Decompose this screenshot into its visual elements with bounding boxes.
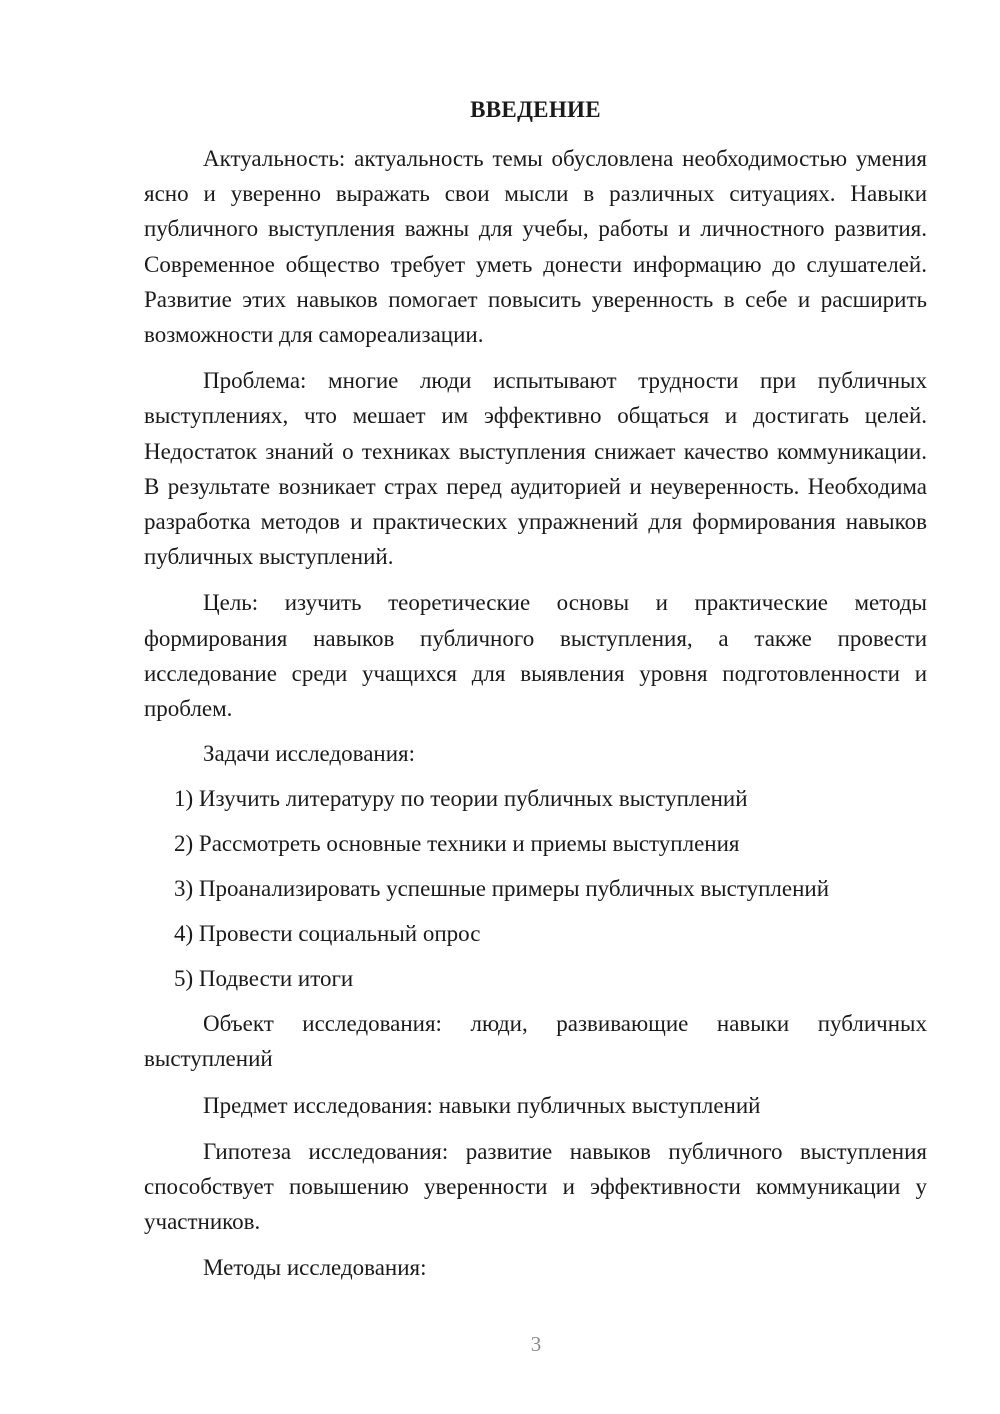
object-paragraph: Объект исследования: люди, развивающие навыки публичных выступлений <box>144 1011 927 1072</box>
tasks-heading: Задачи исследования: <box>203 741 416 767</box>
goal-paragraph: Цель: изучить теоретические основы и практические методы формирования навыков публичного выступления, а также провести исследование среди учащихся для выявления уровня подготовленности и проблем. <box>144 590 927 722</box>
hypothesis-paragraph: Гипотеза исследования: развитие навыков публичного выступления способствует повышению уверенности и эффективности коммуникации у участников. <box>144 1138 927 1235</box>
list-item: 3) Проанализировать успешные примеры публичных выступлений <box>174 876 830 902</box>
subject-paragraph: Предмет исследования: навыки публичных выступлений <box>203 1092 761 1118</box>
list-item: 4) Провести социальный опрос <box>174 921 481 947</box>
section-heading: ВВЕДЕНИЕ <box>470 97 601 122</box>
tasks-list <box>144 781 927 996</box>
problem-paragraph: Проблема: многие люди испытывают трудности при публичных выступлениях, что мешает им эффективно общаться и достигать целей. Недостаток знаний о техниках выступления снижает качество коммуникации. В результате возникает страх перед аудиторией и неуверенность. Необходима разработка методов и практических упражнений для формирования навыков публичных выступлений. <box>144 368 927 570</box>
list-item: 2) Рассмотреть основные техники и приемы выступления <box>174 831 740 857</box>
page-content <box>144 92 927 1286</box>
list-item: 5) Подвести итоги <box>174 966 354 992</box>
page-number: 3 <box>530 1332 542 1356</box>
methods-heading: Методы исследования: <box>203 1255 427 1281</box>
list-item: 1) Изучить литературу по теории публичных выступлений <box>174 786 748 812</box>
relevance-paragraph: Актуальность: актуальность темы обусловлена необходимостью умения ясно и уверенно выражать свои мысли в различных ситуациях. Навыки публичного выступления важны для учебы, работы и личностного развития. Современное общество требует уметь донести информацию до слушателей. Развитие этих навыков помогает повысить уверенность в себе и расширить возможности для самореализации. <box>144 146 927 348</box>
